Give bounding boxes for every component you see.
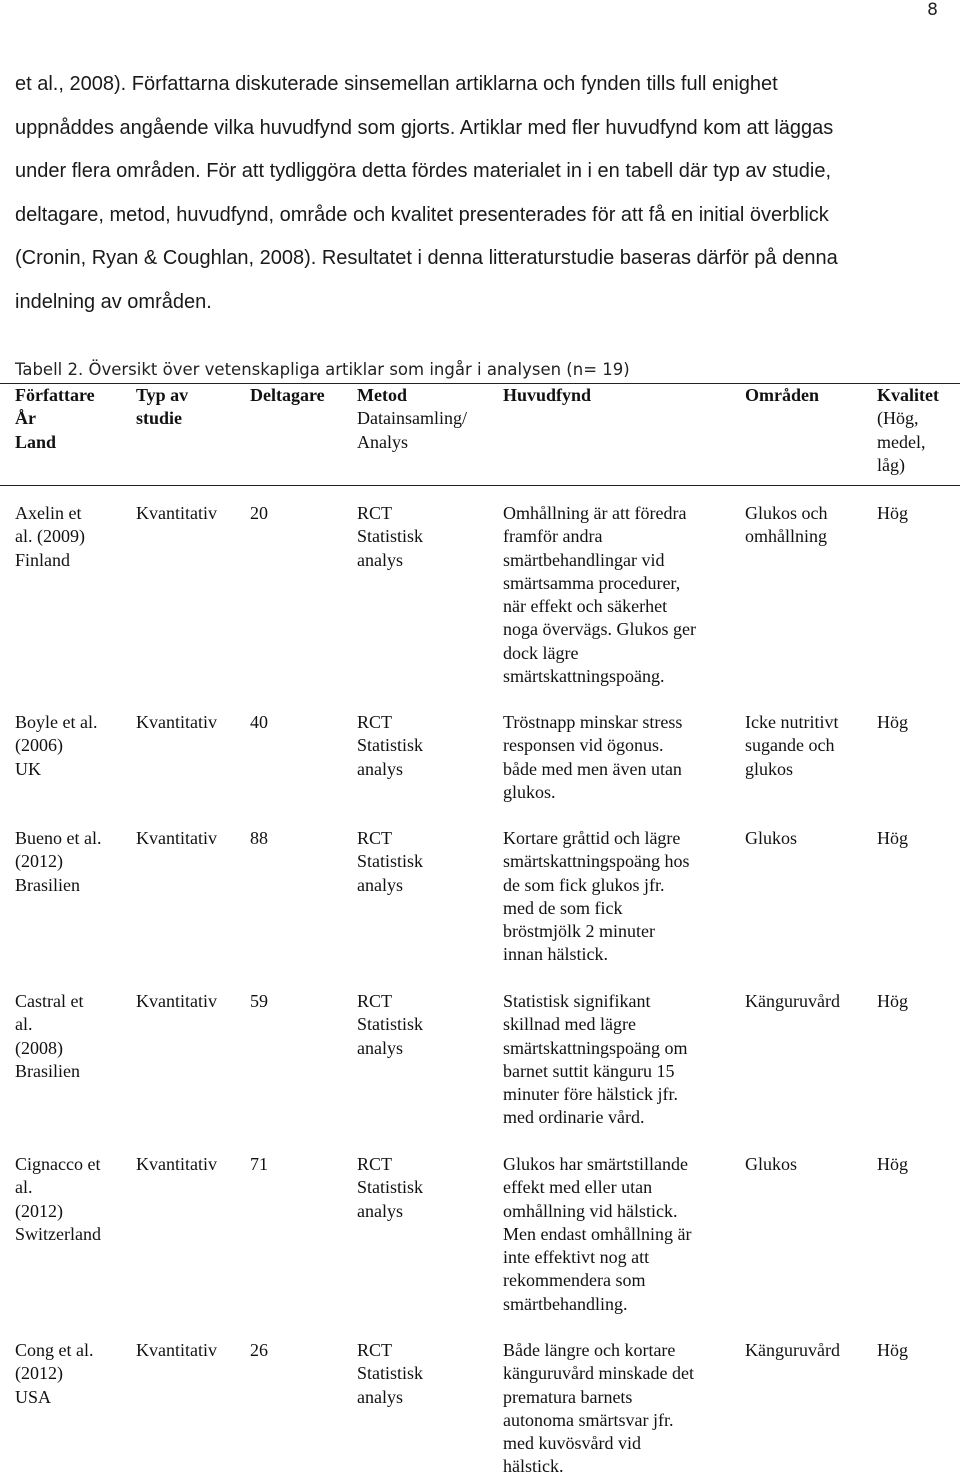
cell-method — [357, 502, 423, 572]
header-author — [15, 384, 95, 454]
header-type-line: studie — [136, 408, 183, 429]
cell-line: Hög — [877, 991, 908, 1011]
cell-line: Brasilien — [15, 874, 80, 895]
cell-line: med kuvösvård vid — [503, 1433, 641, 1454]
cell-study-type — [136, 502, 217, 525]
cell-author — [15, 502, 85, 572]
header-areas-line: Områden — [745, 385, 819, 405]
cell-line: RCT — [357, 503, 393, 523]
header-findings-line: Huvudfynd — [503, 385, 592, 405]
cell-line: de som fick glukos jfr. — [503, 874, 665, 895]
header-participants-line: Deltagare — [250, 385, 325, 405]
header-type-line: Typ av — [136, 385, 189, 405]
cell-line: al. (2009) — [15, 526, 85, 547]
header-quality-line: medel, — [877, 431, 926, 452]
cell-line: (2006) — [15, 735, 63, 756]
cell-line: Axelin et — [15, 503, 82, 523]
cell-line: RCT — [357, 712, 393, 732]
cell-participants — [250, 1339, 268, 1362]
cell-author — [15, 1153, 101, 1246]
cell-line: omhållning vid hälstick. — [503, 1200, 678, 1221]
cell-line: Glukos — [745, 828, 798, 848]
cell-line: Men endast omhållning är — [503, 1223, 692, 1244]
cell-line: barnet suttit känguru 15 — [503, 1060, 675, 1081]
cell-method — [357, 711, 423, 781]
cell-line: analys — [357, 549, 403, 570]
cell-method — [357, 1153, 423, 1223]
cell-line: känguruvård minskade det — [503, 1363, 694, 1384]
header-quality — [877, 384, 939, 477]
cell-line: Kortare gråttid och lägre — [503, 828, 681, 848]
cell-areas — [745, 502, 828, 549]
intro-line: et al., 2008). Författarna diskuterade sinsemellan artiklarna och fynden tills full enighet — [15, 73, 778, 95]
cell-line: RCT — [357, 1340, 393, 1360]
cell-line: rekommendera som — [503, 1270, 646, 1291]
cell-findings — [503, 1153, 691, 1316]
cell-line: skillnad med lägre — [503, 1014, 636, 1035]
cell-study-type — [136, 827, 217, 850]
cell-line: USA — [15, 1386, 52, 1407]
cell-participants — [250, 1153, 268, 1176]
cell-line: dock lägre — [503, 642, 579, 663]
cell-line: Hög — [877, 503, 908, 523]
cell-line: Känguruvård — [745, 991, 840, 1011]
cell-line: Cong et al. — [15, 1340, 94, 1360]
header-author-line: Författare — [15, 385, 95, 405]
cell-line: Omhållning är att föredra — [503, 503, 687, 523]
cell-line: 88 — [250, 828, 268, 848]
cell-line: Glukos och — [745, 503, 828, 523]
cell-quality — [877, 1339, 908, 1362]
table-caption: Tabell 2. Översikt över vetenskapliga artiklar som ingår i analysen (n= 19) — [15, 360, 630, 379]
cell-line: Kvantitativ — [136, 828, 217, 848]
cell-line: glukos. — [503, 781, 556, 802]
cell-line: 40 — [250, 712, 268, 732]
cell-line: sugande och — [745, 735, 835, 756]
cell-line: prematura barnets — [503, 1386, 633, 1407]
cell-line: effekt med eller utan — [503, 1177, 653, 1198]
cell-line: smärtsamma procedurer, — [503, 572, 681, 593]
intro-line: uppnåddes angående vilka huvudfynd som gjorts. Artiklar med fler huvudfynd kom att läggas — [15, 116, 834, 139]
cell-line: Castral et — [15, 991, 84, 1011]
cell-line: 26 — [250, 1340, 268, 1360]
header-quality-line: (Hög, — [877, 408, 919, 429]
cell-study-type — [136, 1153, 217, 1176]
cell-line: minuter före hälstick jfr. — [503, 1084, 678, 1105]
cell-line: Statistisk — [357, 1014, 424, 1035]
cell-quality — [877, 711, 908, 734]
cell-line: Statistisk — [357, 1363, 424, 1384]
cell-line: omhållning — [745, 526, 827, 547]
cell-findings — [503, 502, 696, 688]
header-areas — [745, 384, 819, 407]
cell-quality — [877, 502, 908, 525]
cell-line: analys — [357, 1037, 403, 1058]
cell-line: (2012) — [15, 1363, 63, 1384]
cell-method — [357, 1339, 423, 1409]
cell-line: Statistisk — [357, 735, 424, 756]
cell-line: Kvantitativ — [136, 712, 217, 732]
cell-line: innan hälstick. — [503, 944, 608, 965]
cell-line: Bueno et al. — [15, 828, 102, 848]
cell-line: analys — [357, 1200, 403, 1221]
cell-line: Statistisk — [357, 1177, 424, 1198]
cell-line: med de som fick — [503, 897, 623, 918]
cell-findings — [503, 827, 690, 967]
cell-line: responsen vid ögonus. — [503, 735, 664, 756]
cell-quality — [877, 827, 908, 850]
cell-areas — [745, 1339, 840, 1362]
cell-line: 71 — [250, 1154, 268, 1174]
cell-line: 20 — [250, 503, 268, 523]
cell-line: analys — [357, 1386, 403, 1407]
cell-line: (2012) — [15, 1200, 63, 1221]
cell-author — [15, 1339, 94, 1409]
cell-line: framför andra — [503, 526, 603, 547]
cell-quality — [877, 1153, 908, 1176]
cell-findings — [503, 990, 687, 1130]
cell-line: Statistisk — [357, 851, 424, 872]
cell-line: (2008) — [15, 1037, 63, 1058]
cell-line: analys — [357, 874, 403, 895]
header-author-line: Land — [15, 431, 57, 452]
cell-participants — [250, 502, 268, 525]
cell-quality — [877, 990, 908, 1013]
header-method-line: Analys — [357, 431, 408, 452]
header-quality-title: Kvalitet — [877, 385, 939, 405]
cell-line: smärtskattningspoäng hos — [503, 851, 690, 872]
cell-line: Tröstnapp minskar stress — [503, 712, 683, 732]
header-participants — [250, 384, 325, 407]
cell-line: Glukos — [745, 1154, 798, 1174]
cell-line: Glukos har smärtstillande — [503, 1154, 688, 1174]
cell-line: när effekt och säkerhet — [503, 596, 668, 617]
cell-author — [15, 711, 97, 781]
cell-line: Icke nutritivt — [745, 712, 839, 732]
intro-line: (Cronin, Ryan & Coughlan, 2008). Resultatet i denna litteraturstudie baseras därför på denna — [15, 247, 838, 269]
cell-author — [15, 827, 101, 897]
cell-participants — [250, 990, 268, 1013]
cell-line: Både längre och kortare — [503, 1340, 676, 1360]
header-author-line: År — [15, 408, 36, 429]
cell-line: inte effektivt nog att — [503, 1247, 650, 1268]
cell-line: hälstick. — [503, 1456, 564, 1477]
cell-line: Kvantitativ — [136, 1154, 217, 1174]
cell-line: med ordinarie vård. — [503, 1107, 645, 1128]
cell-line: Statistisk — [357, 526, 424, 547]
cell-line: Kvantitativ — [136, 1340, 217, 1360]
intro-line: indelning av områden. — [15, 290, 212, 313]
cell-line: autonoma smärtsvar jfr. — [503, 1409, 674, 1430]
intro-line: deltagare, metod, huvudfynd, område och kvalitet presenterades för att få en initial överblick — [15, 203, 829, 226]
cell-line: Switzerland — [15, 1223, 101, 1244]
header-method — [357, 384, 467, 454]
cell-participants — [250, 827, 268, 850]
cell-line: noga övervägs. Glukos ger — [503, 619, 696, 640]
page-number: 8 — [927, 0, 938, 20]
header-method-title: Metod — [357, 385, 407, 405]
cell-line: smärtbehandlingar vid — [503, 549, 665, 570]
cell-findings — [503, 1339, 694, 1479]
cell-line: Hög — [877, 1154, 908, 1174]
cell-findings — [503, 711, 682, 804]
intro-line: under flera områden. För att tydliggöra detta fördes materialet in i en tabell där typ av studie, — [15, 160, 831, 182]
cell-areas — [745, 990, 840, 1013]
cell-line: al. — [15, 1177, 33, 1198]
cell-study-type — [136, 1339, 217, 1362]
cell-participants — [250, 711, 268, 734]
cell-line: UK — [15, 758, 41, 779]
cell-line: smärtskattningspoäng om — [503, 1037, 688, 1058]
cell-line: bröstmjölk 2 minuter — [503, 921, 655, 942]
cell-line: glukos — [745, 758, 794, 779]
intro-paragraph — [15, 63, 950, 324]
header-findings — [503, 384, 591, 407]
header-quality-line: låg) — [877, 454, 905, 475]
cell-line: analys — [357, 758, 403, 779]
cell-line: Hög — [877, 1340, 908, 1360]
cell-line: Statistisk signifikant — [503, 991, 651, 1011]
cell-areas — [745, 827, 797, 850]
cell-study-type — [136, 990, 217, 1013]
cell-line: smärtbehandling. — [503, 1293, 628, 1314]
cell-line: Kvantitativ — [136, 991, 217, 1011]
cell-line: både med men även utan — [503, 758, 682, 779]
cell-areas — [745, 1153, 797, 1176]
cell-study-type — [136, 711, 217, 734]
cell-method — [357, 990, 423, 1060]
cell-areas — [745, 711, 838, 781]
cell-line: Boyle et al. — [15, 712, 98, 732]
cell-line: Finland — [15, 549, 71, 570]
table-header-rule — [0, 485, 960, 486]
cell-method — [357, 827, 423, 897]
cell-line: Hög — [877, 712, 908, 732]
cell-line: Brasilien — [15, 1060, 80, 1081]
cell-line: al. — [15, 1014, 33, 1035]
cell-line: 59 — [250, 991, 268, 1011]
cell-author — [15, 990, 83, 1083]
cell-line: RCT — [357, 828, 393, 848]
cell-line: Kvantitativ — [136, 503, 217, 523]
cell-line: Cignacco et — [15, 1154, 101, 1174]
cell-line: RCT — [357, 991, 393, 1011]
cell-line: RCT — [357, 1154, 393, 1174]
header-study-type — [136, 384, 188, 431]
cell-line: (2012) — [15, 851, 63, 872]
cell-line: Känguruvård — [745, 1340, 840, 1360]
cell-line: Hög — [877, 828, 908, 848]
cell-line: smärtskattningspoäng. — [503, 666, 665, 687]
header-method-line: Datainsamling/ — [357, 408, 467, 429]
